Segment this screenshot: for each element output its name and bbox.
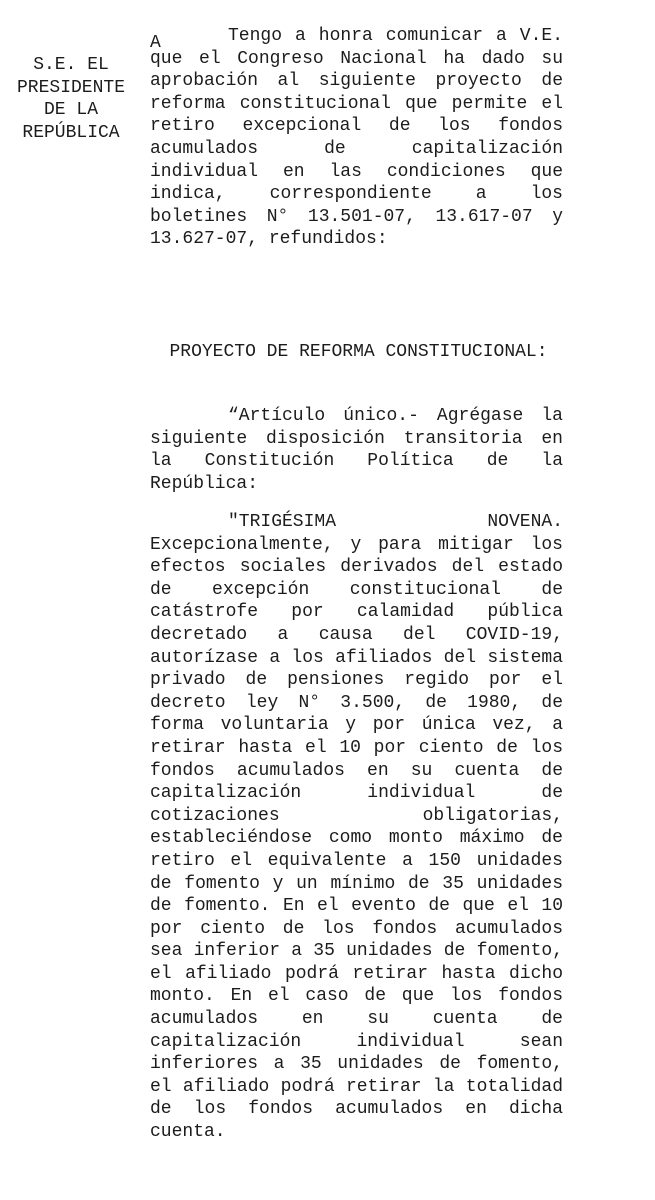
addressee-line: PRESIDENTE <box>16 77 126 98</box>
provision-paragraph <box>150 511 563 1144</box>
intro-paragraph <box>150 25 563 251</box>
addressee-line: REPÚBLICA <box>22 122 120 143</box>
salutation-mark: A <box>150 33 161 53</box>
article-paragraph <box>150 405 563 495</box>
intro-text: Tengo a honra comunicar a V.E. que el Congreso Nacional ha dado su aprobación al siguiente proyecto de reforma constitucional que permite el retiro excepcional de los fondos acumulados de capitalización individual en las condiciones que indica, correspondiente a los boletines N° 13.501-07, 13.617-07 y 13.627-07, refundidos: <box>150 26 563 250</box>
addressee-line: DE LA <box>43 100 98 121</box>
addressee-block <box>10 54 132 144</box>
addressee-line: S.E. EL <box>33 55 109 75</box>
article-text: “Artículo único.- Agrégase la siguiente disposición transitoria en la Constitución Política de la República: <box>150 406 563 494</box>
section-heading: PROYECTO DE REFORMA CONSTITUCIONAL: <box>169 342 548 362</box>
provision-text: "TRIGÉSIMA NOVENA. Excepcionalmente, y para mitigar los efectos sociales derivados del estado de excepción constitucional de catástrofe por calamidad pública decretado a causa del COVID-19, autorízase a los afiliados del sistema privado de pensiones regido por el decreto ley N° 3.500, de 1980, de forma voluntaria y por única vez, a retirar hasta el 10 por ciento de los fondos acumulados en su cuenta de capitalización individual de cotizaciones obligatorias, estableciéndose como monto máximo de retiro el equivalente a 150 unidades de fomento y un mínimo de 35 unidades de fomento. En el evento de que el 10 por ciento de los fondos acumulados sea inferior a 35 unidades de fomento, el afiliado podrá retirar hasta dicho monto. En el caso de que los fondos acumulados en su cuenta de capitalización individual sean inferiores a 35 unidades de fomento, el afiliado podrá retirar la totalidad de los fondos acumulados en dicha cuenta. <box>150 512 563 1143</box>
